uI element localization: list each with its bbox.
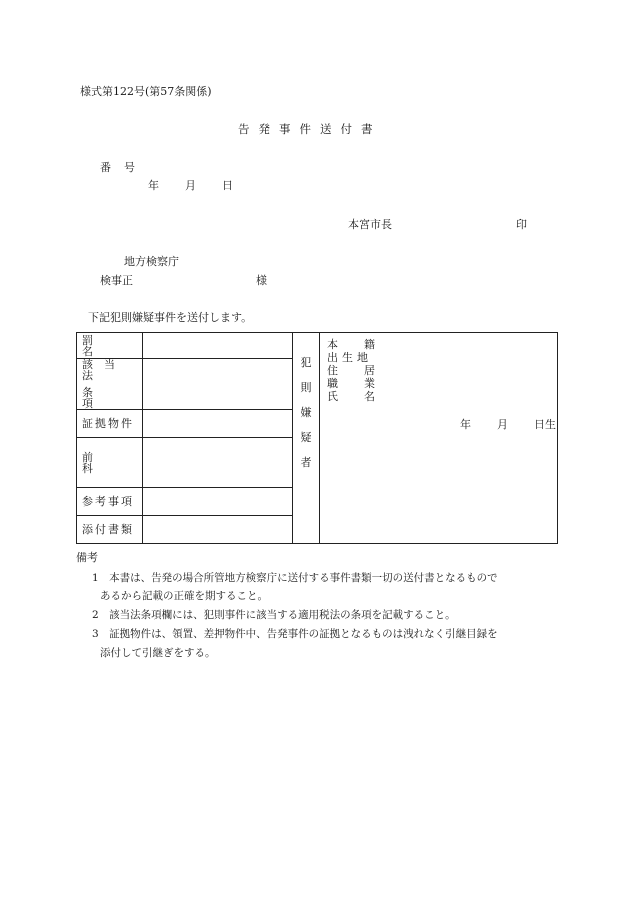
note-1-continued: あるから記載の正確を期すること。 bbox=[100, 590, 268, 602]
evidence-label: 証拠物件 bbox=[77, 410, 143, 438]
recipient-office: 地方検察庁 bbox=[124, 255, 179, 268]
criminal-record-field[interactable] bbox=[143, 438, 293, 488]
date-month: 月 bbox=[185, 179, 196, 192]
case-table bbox=[76, 332, 558, 544]
evidence-field[interactable] bbox=[143, 410, 293, 438]
date-year: 年 bbox=[148, 179, 159, 192]
birthdate: 年 月 日生 bbox=[460, 418, 556, 431]
criminal-record-label: 前科 bbox=[77, 438, 143, 488]
form-id: 様式第122号(第57条関係) bbox=[80, 85, 212, 98]
recipient-title: 検事正 bbox=[100, 274, 133, 287]
date-line bbox=[148, 180, 233, 191]
offense-field[interactable] bbox=[143, 333, 293, 359]
suspect-field-birthplace: 出生地 bbox=[327, 351, 372, 364]
reference-label: 参考事項 bbox=[77, 488, 143, 516]
law-article-label: 該当法 条項 bbox=[77, 359, 143, 410]
notes-title: 備考 bbox=[76, 551, 98, 564]
number-label: 番号 bbox=[100, 161, 148, 174]
note-3-continued: 添付して引継ぎをする。 bbox=[100, 647, 216, 659]
note-3: 3 証拠物件は、領置、差押物件中、告発事件の証拠となるものは洩れなく引継目録を bbox=[92, 628, 498, 640]
reference-field[interactable] bbox=[143, 488, 293, 516]
law-article-field[interactable] bbox=[143, 359, 293, 410]
date-day: 日 bbox=[222, 179, 233, 192]
offense-label: 罰名 bbox=[77, 333, 143, 359]
document-title: 告発事件送付書 bbox=[238, 122, 382, 136]
suspect-field-name: 氏名 bbox=[327, 390, 401, 403]
suspect-details[interactable] bbox=[320, 333, 558, 544]
suspect-field-occupation: 職業 bbox=[327, 377, 401, 390]
note-1: 1 本書は、告発の場合所管地方検察庁に送付する事件書類一切の送付書となるもので bbox=[92, 572, 498, 584]
attachments-label: 添付書類 bbox=[77, 516, 143, 544]
suspect-header: 犯 則 嫌 疑 者 bbox=[293, 333, 320, 544]
attachments-field[interactable] bbox=[143, 516, 293, 544]
suspect-field-domicile: 本籍 bbox=[327, 338, 401, 351]
intro-text: 下記犯則嫌疑事件を送付します。 bbox=[88, 311, 253, 324]
seal-mark: 印 bbox=[516, 218, 527, 231]
issuer: 本宮市長 bbox=[348, 218, 392, 231]
note-2: 2 該当法条項欄には、犯則事件に該当する適用税法の条項を記載すること。 bbox=[92, 609, 456, 621]
recipient-honorific: 様 bbox=[256, 274, 267, 287]
suspect-field-residence: 住居 bbox=[327, 364, 401, 377]
